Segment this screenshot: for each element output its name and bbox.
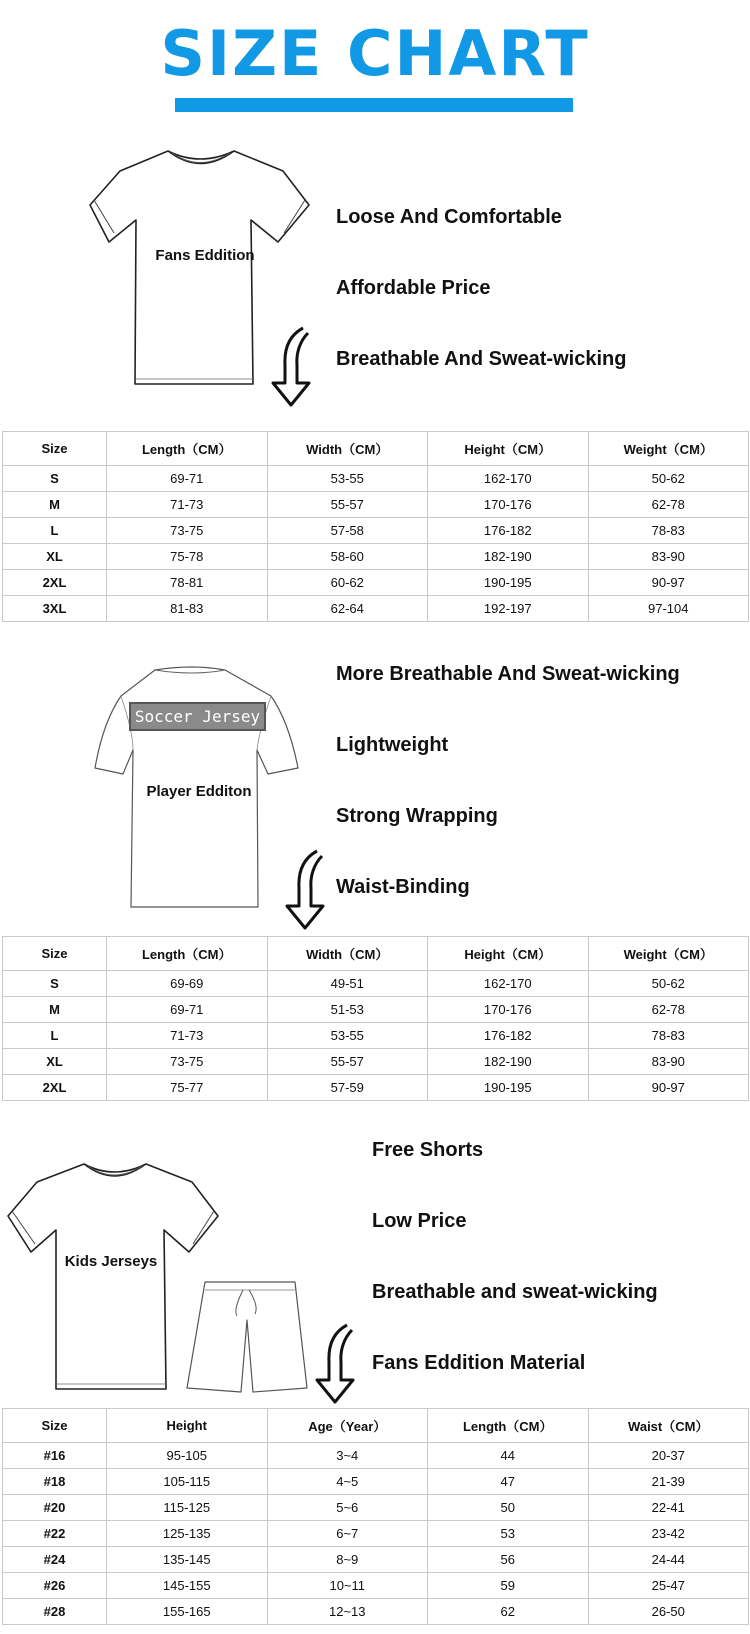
table-header-row xyxy=(3,937,749,971)
table-cell: 62-78 xyxy=(588,997,749,1023)
table-cell: 97-104 xyxy=(588,596,749,622)
table-cell: 69-71 xyxy=(107,997,268,1023)
size-cell: #28 xyxy=(3,1599,107,1625)
size-cell: #18 xyxy=(3,1469,107,1495)
table-cell: 83-90 xyxy=(588,544,749,570)
table-row xyxy=(3,1547,749,1573)
size-cell: XL xyxy=(3,544,107,570)
table-cell: 10~11 xyxy=(267,1573,428,1599)
table-cell: 170-176 xyxy=(428,492,589,518)
table-cell: 81-83 xyxy=(107,596,268,622)
table-cell: 62-78 xyxy=(588,492,749,518)
table-cell: 58-60 xyxy=(267,544,428,570)
table-cell: 170-176 xyxy=(428,997,589,1023)
table-cell: 59 xyxy=(428,1573,589,1599)
feature-fans-material: Fans Eddition Material xyxy=(372,1352,586,1374)
table-cell: 73-75 xyxy=(107,1049,268,1075)
table-cell: 192-197 xyxy=(428,596,589,622)
column-header: Waist（CM） xyxy=(588,1409,749,1443)
table-cell: 78-81 xyxy=(107,570,268,596)
feature-breathable: Breathable And Sweat-wicking xyxy=(336,348,627,370)
table-cell: 90-97 xyxy=(588,1075,749,1101)
column-header: Weight（CM） xyxy=(588,432,749,466)
size-cell: #24 xyxy=(3,1547,107,1573)
table-cell: 162-170 xyxy=(428,466,589,492)
size-cell: #20 xyxy=(3,1495,107,1521)
column-header: Size xyxy=(3,1409,107,1443)
feature-more-breathable: More Breathable And Sweat-wicking xyxy=(336,663,680,685)
player-size-table xyxy=(2,936,749,1101)
table-cell: 90-97 xyxy=(588,570,749,596)
table-cell: 75-77 xyxy=(107,1075,268,1101)
table-cell: 24-44 xyxy=(588,1547,749,1573)
table-cell: 176-182 xyxy=(428,518,589,544)
table-cell: 26-50 xyxy=(588,1599,749,1625)
table-cell: 176-182 xyxy=(428,1023,589,1049)
table-row xyxy=(3,1573,749,1599)
feature-lightweight: Lightweight xyxy=(336,734,449,756)
down-arrow-icon xyxy=(280,848,330,933)
feature-waist-binding: Waist-Binding xyxy=(336,876,470,898)
table-cell: 8~9 xyxy=(267,1547,428,1573)
table-row xyxy=(3,492,749,518)
table-row xyxy=(3,466,749,492)
table-cell: 22-41 xyxy=(588,1495,749,1521)
table-cell: 56 xyxy=(428,1547,589,1573)
kids-shirt-label: Kids Jerseys xyxy=(64,1253,158,1270)
table-cell: 145-155 xyxy=(107,1573,268,1599)
table-row xyxy=(3,1599,749,1625)
table-row xyxy=(3,1521,749,1547)
table-cell: 53-55 xyxy=(267,466,428,492)
size-cell: S xyxy=(3,971,107,997)
column-header: Height（CM） xyxy=(428,937,589,971)
fans-shirt-label: Fans Eddition xyxy=(155,247,255,264)
table-cell: 50 xyxy=(428,1495,589,1521)
table-cell: 75-78 xyxy=(107,544,268,570)
table-cell: 60-62 xyxy=(267,570,428,596)
table-cell: 25-47 xyxy=(588,1573,749,1599)
table-cell: 53-55 xyxy=(267,1023,428,1049)
table-cell: 155-165 xyxy=(107,1599,268,1625)
table-cell: 73-75 xyxy=(107,518,268,544)
kids-size-table xyxy=(2,1408,749,1625)
table-cell: 190-195 xyxy=(428,1075,589,1101)
banner-text: Soccer Jersey xyxy=(134,707,261,726)
table-row xyxy=(3,544,749,570)
feature-free-shorts: Free Shorts xyxy=(372,1139,484,1161)
title-underline xyxy=(175,98,573,112)
table-row xyxy=(3,1469,749,1495)
down-arrow-icon xyxy=(266,325,316,410)
size-cell: #22 xyxy=(3,1521,107,1547)
table-cell: 6~7 xyxy=(267,1521,428,1547)
column-header: Width（CM） xyxy=(267,937,428,971)
table-cell: 4~5 xyxy=(267,1469,428,1495)
column-header: Size xyxy=(3,937,107,971)
table-cell: 55-57 xyxy=(267,1049,428,1075)
table-cell: 55-57 xyxy=(267,492,428,518)
table-cell: 78-83 xyxy=(588,518,749,544)
size-cell: XL xyxy=(3,1049,107,1075)
feature-wrapping: Strong Wrapping xyxy=(336,805,498,827)
player-shirt-label: Player Edditon xyxy=(146,783,252,800)
table-cell: 182-190 xyxy=(428,544,589,570)
table-row xyxy=(3,1495,749,1521)
soccer-jersey-banner xyxy=(129,702,266,731)
table-cell: 12~13 xyxy=(267,1599,428,1625)
table-cell: 105-115 xyxy=(107,1469,268,1495)
size-cell: S xyxy=(3,466,107,492)
table-row xyxy=(3,971,749,997)
shorts-icon xyxy=(183,1276,313,1398)
table-cell: 125-135 xyxy=(107,1521,268,1547)
table-cell: 20-37 xyxy=(588,1443,749,1469)
column-header: Size xyxy=(3,432,107,466)
table-row xyxy=(3,596,749,622)
table-cell: 49-51 xyxy=(267,971,428,997)
table-cell: 3~4 xyxy=(267,1443,428,1469)
feature-low-price: Low Price xyxy=(372,1210,467,1232)
table-cell: 51-53 xyxy=(267,997,428,1023)
size-cell: 3XL xyxy=(3,596,107,622)
size-cell: L xyxy=(3,1023,107,1049)
table-cell: 57-59 xyxy=(267,1075,428,1101)
column-header: Weight（CM） xyxy=(588,937,749,971)
table-cell: 190-195 xyxy=(428,570,589,596)
size-cell: L xyxy=(3,518,107,544)
table-cell: 71-73 xyxy=(107,492,268,518)
table-cell: 62-64 xyxy=(267,596,428,622)
table-cell: 53 xyxy=(428,1521,589,1547)
column-header: Width（CM） xyxy=(267,432,428,466)
column-header: Length（CM） xyxy=(107,937,268,971)
table-cell: 44 xyxy=(428,1443,589,1469)
table-cell: 71-73 xyxy=(107,1023,268,1049)
table-cell: 69-71 xyxy=(107,466,268,492)
table-row xyxy=(3,1049,749,1075)
page-title: SIZE CHART xyxy=(160,17,590,90)
table-cell: 50-62 xyxy=(588,466,749,492)
table-cell: 182-190 xyxy=(428,1049,589,1075)
fans-size-table xyxy=(2,431,749,622)
table-cell: 162-170 xyxy=(428,971,589,997)
table-cell: 21-39 xyxy=(588,1469,749,1495)
column-header: Age（Year） xyxy=(267,1409,428,1443)
table-cell: 78-83 xyxy=(588,1023,749,1049)
table-cell: 5~6 xyxy=(267,1495,428,1521)
feature-loose: Loose And Comfortable xyxy=(336,206,562,228)
size-cell: #16 xyxy=(3,1443,107,1469)
table-cell: 23-42 xyxy=(588,1521,749,1547)
table-row xyxy=(3,1075,749,1101)
table-cell: 50-62 xyxy=(588,971,749,997)
size-cell: M xyxy=(3,492,107,518)
down-arrow-icon xyxy=(310,1322,360,1407)
column-header: Height（CM） xyxy=(428,432,589,466)
table-cell: 69-69 xyxy=(107,971,268,997)
feature-affordable: Affordable Price xyxy=(336,277,491,299)
table-cell: 83-90 xyxy=(588,1049,749,1075)
table-header-row xyxy=(3,432,749,466)
table-cell: 95-105 xyxy=(107,1443,268,1469)
column-header: Height xyxy=(107,1409,268,1443)
column-header: Length（CM） xyxy=(428,1409,589,1443)
size-cell: M xyxy=(3,997,107,1023)
table-row xyxy=(3,997,749,1023)
size-cell: #26 xyxy=(3,1573,107,1599)
size-cell: 2XL xyxy=(3,570,107,596)
size-cell: 2XL xyxy=(3,1075,107,1101)
table-header-row xyxy=(3,1409,749,1443)
table-row xyxy=(3,518,749,544)
table-row xyxy=(3,1023,749,1049)
table-row xyxy=(3,570,749,596)
table-row xyxy=(3,1443,749,1469)
table-cell: 57-58 xyxy=(267,518,428,544)
table-cell: 62 xyxy=(428,1599,589,1625)
table-cell: 115-125 xyxy=(107,1495,268,1521)
table-cell: 47 xyxy=(428,1469,589,1495)
table-cell: 135-145 xyxy=(107,1547,268,1573)
feature-kids-breathable: Breathable and sweat-wicking xyxy=(372,1281,658,1303)
column-header: Length（CM） xyxy=(107,432,268,466)
